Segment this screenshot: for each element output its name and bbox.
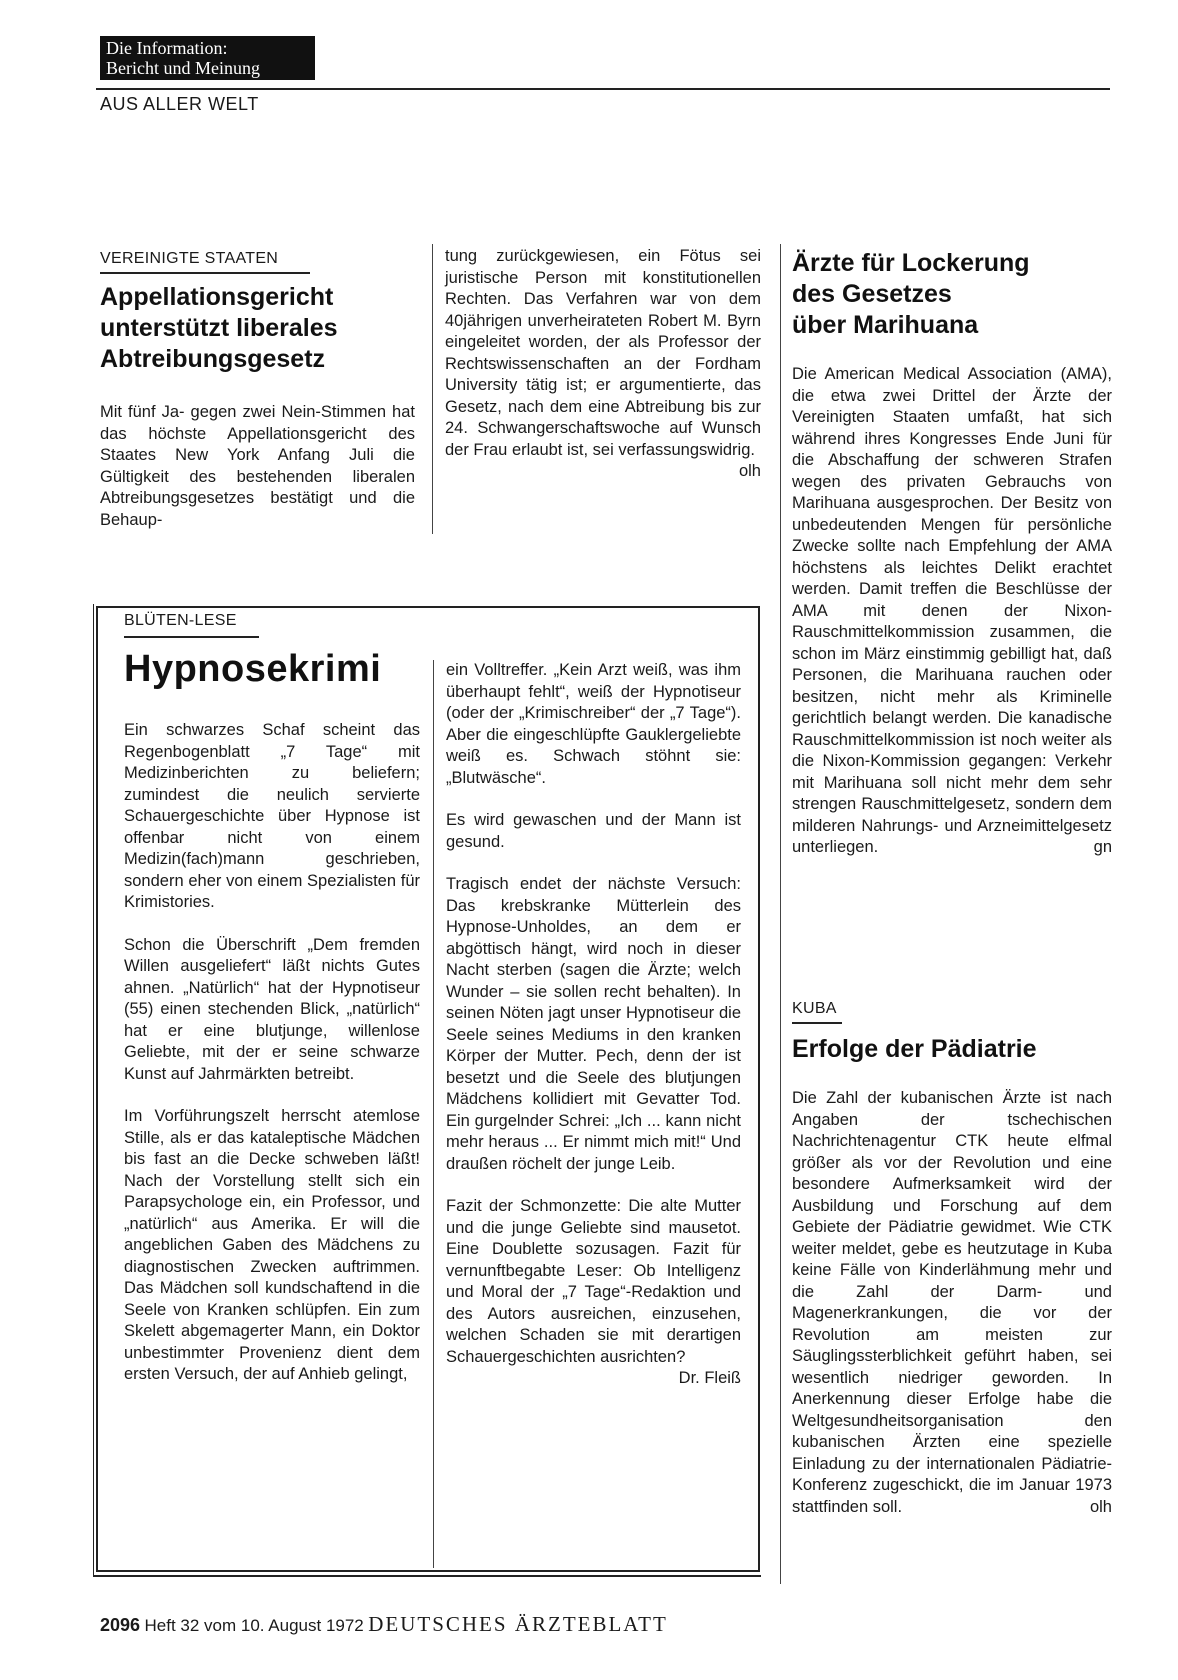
- box-kicker: BLÜTEN-LESE: [124, 612, 237, 629]
- journal-name: DEUTSCHES ÄRZTEBLATT: [368, 1612, 668, 1636]
- usa-headline-line-1: Appellationsgericht: [100, 283, 334, 311]
- usa-headline: [100, 282, 420, 375]
- masthead-line-1: Die Information:: [106, 38, 228, 58]
- right-column-divider: [780, 244, 781, 1584]
- box-col-2: [446, 660, 741, 1390]
- kuba-body-text: Die Zahl der kubanischen Ärzte ist nach Angaben der tschechischen Nachrichtenagentur CTK heute elfmal größer als vor der Revolution und eine besondere Aufmerksamkeit wird der Ausbildung und Forschung auf dem Gebiete der Pädiatrie gewidmet. Wie CTK weiter meldet, gebe es heutzutage in Kuba keine Fälle von Kinderlähmung mehr und die Zahl der Darm- und Magenerkrankungen, die vor der Revolution am meisten zur Säuglingssterblichkeit geführt haben, sei wesentlich niedriger geworden. In Anerkennung dieser Erfolge habe die Weltgesundheitsorganisation den kubanischen Ärzten eine spezielle Einladung zu der internationalen Pädiatrie-Konferenz zugeschickt, die im Januar 1973 stattfinden soll.: [792, 1089, 1112, 1516]
- footer: [100, 1612, 668, 1637]
- top-rule: [96, 88, 1110, 90]
- box-kicker-rule: [124, 636, 259, 638]
- usa-kicker-rule: [100, 272, 310, 274]
- box-col-2-para-3: Tragisch endet der nächste Versuch: Das krebskranke Mütterlein des Hypnose-Unholdes, an dem er abgöttisch hängt, wird noch in dieser Nacht sterben (sagen die Ärzte; welch Wunder – sie sollen recht behalten). In seinen Nöten jagt unser Hypnotiseur die Seele seines Mediums in den kranken Körper der Mutter. Pech, denn der ist besetzt und die Seele des blutjungen Mädchens kollidiert mit Gevatter Tod. Ein gurgelnder Schrei: „Ich ... kann nicht mehr heraus ... Er nimmt mich mit!“ Und draußen röchelt der junge Leib.: [446, 875, 741, 1173]
- usa-headline-line-3: Abtreibungsgesetz: [100, 345, 326, 373]
- usa-body-col-2-text: tung zurückgewiesen, ein Fötus sei juristische Person mit konstitutionellen Rechten. Das Verfahren war von dem 40jährigen unverheirateten Robert M. Byrn eingeleitet worden, der als Professor der Rechtswissenschaften an der Fordham University tätig ist; er argumentierte, das Gesetz, nach dem eine Abtreibung bis zur 24. Schwangerschaftswoche auf Wunsch der Frau erlaubt ist, sei verfassungswidrig.: [445, 247, 761, 459]
- box-shadow-rule-left: [93, 604, 94, 1576]
- usa-body-col-2: [445, 246, 761, 483]
- marihuana-headline-line-3: über Marihuana: [792, 311, 979, 339]
- marihuana-headline-line-2: des Gesetzes: [792, 280, 952, 308]
- box-col-1: [124, 720, 420, 1407]
- box-col-2-para-2: Es wird gewaschen und der Mann ist gesund.: [446, 811, 741, 851]
- box-col-2-para-4: [446, 1196, 741, 1387]
- kuba-body: [792, 1088, 1112, 1518]
- issue-info: Heft 32 vom 10. August 1972: [144, 1616, 364, 1635]
- section-heading: AUS ALLER WELT: [100, 94, 259, 114]
- kuba-kicker-rule: [792, 1022, 842, 1024]
- marihuana-body: [792, 364, 1112, 859]
- usa-kicker: VEREINIGTE STAATEN: [100, 250, 279, 267]
- box-col-1-para-1: Ein schwarzes Schaf scheint das Regenbogenblatt „7 Tage“ mit Medizinberichten zu beliefern; zumindest die neulich servierte Schauergeschichte über Hypnose ist offenbar nicht von einem Medizin(fach)mann geschrieben, sondern eher von einem Spezialisten für Krimistories.: [124, 721, 420, 911]
- masthead-line-2: Bericht und Meinung: [106, 58, 260, 78]
- marihuana-signature: gn: [1093, 838, 1112, 856]
- box-col-2-para-1: ein Volltreffer. „Kein Arzt weiß, was ihm überhaupt fehlt“, weiß der Hypnotiseur (oder der „Krimischreiber“ der „7 Tage“). Aber die eingeschlüpfte Gauklergeliebte weiß es. Schwach stöhnt sie: „Blutwäsche“.: [446, 661, 741, 787]
- kuba-signature: olh: [1089, 1497, 1112, 1516]
- box-col-1-para-3: Im Vorführungszelt herrscht atemlose Stille, als er das kataleptische Mädchen bis fast an die Decke schweben läßt! Nach der Vorstellung stellt sich ein Parapsychologe ein, ein Professor, und „natürlich“ aus Amerika. Er will die angeblichen Gaben des Mädchens zu diagnostischen Zwecken auftrimmen. Das Mädchen soll kundschaftend in die Seele von Kranken schlüpfen. Ein zum Skelett abgemagerter Mann, ein Doktor unbestimmter Provenienz dient dem ersten Versuch, der auf Anhieb gelingt,: [124, 1107, 420, 1383]
- marihuana-headline: [792, 248, 1112, 341]
- page-number: 2096: [100, 1615, 141, 1635]
- box-headline: Hypnosekrimi: [124, 648, 382, 690]
- usa-body-col-1: Mit fünf Ja- gegen zwei Nein-Stimmen hat das höchste Appellationsgericht des Staates New York Anfang Juli die Gültigkeit des bestehenden liberalen Abtreibungsgesetzes bestätigt und die Behaup-: [100, 403, 415, 529]
- box-col-2-para-4-text: Fazit der Schmonzette: Die alte Mutter und die junge Geliebte sind mausetot. Eine Doublette sozusagen. Fazit für vernunftbegabte Leser: Ob Intelligenz und Moral der „7 Tage“-Redaktion und des Autors ausreichen, einzusehen, welchen Schaden sie mit derartigen Schauergeschichten ausrichten?: [446, 1197, 741, 1366]
- usa-headline-line-2: unterstützt liberales: [100, 314, 338, 342]
- box-col-1-para-2: Schon die Überschrift „Dem fremden Willen ausgeliefert“ läßt nichts Gutes ahnen. „Natürlich“ hat der Hypnotiseur (55) einen stechenden Blick, „natürlich“ hat er eine blutjunge, willenlose Geliebte, mit der er seine schwarze Kunst auf Jahrmärkten betreibt.: [124, 935, 420, 1083]
- usa-column-divider: [432, 244, 433, 534]
- marihuana-headline-line-1: Ärzte für Lockerung: [792, 249, 1030, 277]
- kuba-headline: Erfolge der Pädiatrie: [792, 1035, 1037, 1063]
- kuba-kicker: KUBA: [792, 1000, 837, 1017]
- marihuana-body-text: Die American Medical Association (AMA), die etwa zwei Drittel der Ärzte der Vereinigten Staaten umfaßt, hat sich während ihres Kongresses Ende Juni für die Abschaffung der schweren Strafen wegen des privaten Gebrauchs von Marihuana ausgesprochen. Der Besitz von unbedeutenden Mengen für persönliche Zwecke sollte nach Empfehlung der AMA höchstens als leichtes Delikt erachtet werden. Damit treffen die Beschlüsse der AMA mit denen der Nixon-Rauschmittelkommission zusammen, die schon im März einstimmig gebilligt hat, daß Personen, die Marihuana rauchen oder besitzen, nicht mehr als Kriminelle gerichtlich belangt werden. Die kanadische Rauschmittelkommission ist noch weiter als die Nixon-Kommission gegangen: Verkehr mit Marihuana soll nicht mehr dem sehr strengen Rauschmittelgesetz, sondern dem milderen Nahrungs- und Arzneimittelgesetz unterliegen.: [792, 365, 1112, 856]
- usa-signature: olh: [738, 462, 761, 480]
- box-signature: Dr. Fleiß: [678, 1369, 741, 1387]
- box-shadow-rule-bottom: [93, 1575, 761, 1577]
- masthead: [100, 36, 315, 80]
- box-column-divider: [433, 660, 434, 1568]
